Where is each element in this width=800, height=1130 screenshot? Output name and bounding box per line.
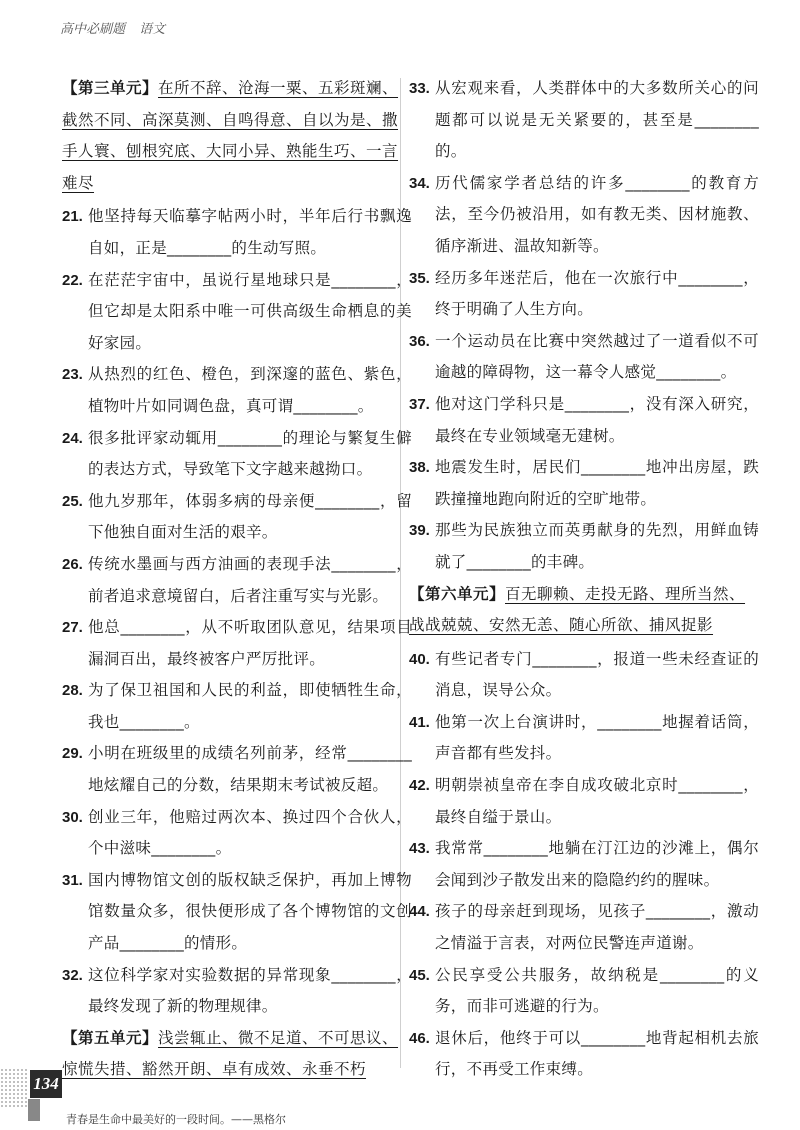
unit-label: 【第六单元】 bbox=[409, 584, 506, 603]
question-number: 30. bbox=[62, 808, 83, 826]
question-text: 我常常________地躺在汀江边的沙滩上，偶尔会闻到沙子散发出来的隐隐约约的腥味。 bbox=[435, 839, 759, 889]
left-column bbox=[62, 73, 412, 1088]
question-text: 一个运动员在比赛中突然越过了一道看似不可逾越的障碍物，这一幕令人感觉________。 bbox=[435, 331, 759, 382]
unit-label: 【第五单元】 bbox=[62, 1028, 159, 1047]
question-text: 很多批评家动辄用________的理论与繁复生僻的表达方式，导致笔下文字越来越拗口。 bbox=[88, 428, 412, 479]
question-item bbox=[409, 168, 759, 263]
question-item bbox=[62, 675, 412, 738]
question-number: 28. bbox=[62, 682, 83, 700]
unit-idioms: 百无聊赖、走投无路、理所当然、战战兢兢、安然无恙、随心所欲、捕风捉影 bbox=[409, 584, 746, 635]
question-number: 40. bbox=[409, 650, 430, 668]
question-item bbox=[409, 960, 759, 1023]
question-text: 他九岁那年，体弱多病的母亲便________，留下他独自面对生活的艰辛。 bbox=[88, 491, 412, 542]
question-number: 29. bbox=[62, 745, 83, 763]
question-text: 创业三年，他赔过两次本、换过四个合伙人，个中滋味________。 bbox=[88, 807, 412, 858]
question-item bbox=[62, 265, 412, 360]
question-item bbox=[62, 359, 412, 422]
question-text: 传统水墨画与西方油画的表现手法________，前者追求意境留白，后者注重写实与光影。 bbox=[88, 554, 412, 605]
page-header bbox=[60, 18, 165, 37]
question-item bbox=[62, 612, 412, 675]
question-item bbox=[409, 515, 759, 578]
question-number: 44. bbox=[409, 903, 430, 921]
question-item bbox=[62, 423, 412, 486]
question-item bbox=[409, 833, 759, 896]
question-number: 22. bbox=[62, 271, 83, 289]
right-column bbox=[409, 73, 759, 1086]
unit-vocabulary-block bbox=[62, 73, 412, 199]
footer-dot-pattern bbox=[0, 1068, 28, 1108]
page-number: 134 bbox=[30, 1070, 62, 1098]
question-item bbox=[62, 802, 412, 865]
question-number: 38. bbox=[409, 459, 430, 477]
footer-quote: 青春是生命中最美好的一段时间。——黑格尔 bbox=[66, 1113, 286, 1126]
question-text: 他坚持每天临摹字帖两小时，半年后行书飘逸自如，正是________的生动写照。 bbox=[88, 207, 412, 257]
question-number: 35. bbox=[409, 269, 430, 287]
question-item bbox=[409, 896, 759, 959]
question-item bbox=[62, 738, 412, 801]
question-item bbox=[409, 644, 759, 707]
question-number: 37. bbox=[409, 395, 430, 413]
question-item bbox=[409, 73, 759, 168]
question-number: 39. bbox=[409, 522, 430, 540]
question-number: 21. bbox=[62, 208, 83, 226]
question-number: 36. bbox=[409, 332, 430, 350]
question-text: 国内博物馆文创的版权缺乏保护，再加上博物馆数量众多，很快便形成了各个博物馆的文创产品________的情形。 bbox=[88, 870, 412, 953]
question-item bbox=[62, 486, 412, 549]
question-item bbox=[62, 549, 412, 612]
book-title: 高中必刷题 bbox=[60, 22, 126, 37]
question-item bbox=[409, 452, 759, 515]
question-number: 23. bbox=[62, 366, 83, 384]
question-item bbox=[409, 326, 759, 389]
unit-idioms: 在所不辞、沧海一粟、五彩斑斓、截然不同、高深莫测、自鸣得意、自以为是、撒手人寰、刨根究底、大同小异、熟能生巧、一言难尽 bbox=[62, 79, 399, 192]
question-number: 34. bbox=[409, 174, 430, 192]
question-number: 33. bbox=[409, 80, 430, 97]
question-text: 在茫茫宇宙中，虽说行星地球只是________，但它却是太阳系中唯一可供高级生命栖息的美好家园。 bbox=[88, 270, 412, 352]
question-number: 24. bbox=[62, 429, 83, 447]
question-text: 历代儒家学者总结的许多________的教育方法，至今仍被沿用，如有教无类、因材施教、循序渐进、温故知新等。 bbox=[435, 173, 759, 255]
question-text: 地震发生时，居民们________地冲出房屋，跌跌撞撞地跑向附近的空旷地带。 bbox=[435, 458, 759, 508]
question-text: 退休后，他终于可以________地背起相机去旅行，不再受工作束缚。 bbox=[435, 1028, 759, 1079]
question-text: 这位科学家对实验数据的异常现象________，最终发现了新的物理规律。 bbox=[88, 965, 412, 1016]
question-item bbox=[409, 707, 759, 770]
question-text: 他对这门学科只是________，没有深入研究，最终在专业领域毫无建树。 bbox=[435, 394, 759, 445]
question-text: 从热烈的红色、橙色，到深邃的蓝色、紫色，植物叶片如同调色盘，真可谓________。 bbox=[88, 365, 412, 415]
question-text: 小明在班级里的成绩名列前茅，经常________地炫耀自己的分数，结果期末考试被反超。 bbox=[88, 744, 412, 795]
question-number: 46. bbox=[409, 1029, 430, 1047]
question-item bbox=[409, 263, 759, 326]
question-number: 26. bbox=[62, 555, 83, 573]
question-item bbox=[409, 389, 759, 452]
question-item bbox=[62, 865, 412, 960]
question-text: 他第一次上台演讲时，________地握着话筒，声音都有些发抖。 bbox=[435, 712, 759, 763]
unit-vocabulary-block bbox=[409, 579, 759, 642]
question-item bbox=[62, 201, 412, 264]
question-text: 从宏观来看，人类群体中的大多数所关心的问题都可以说是无关紧要的，甚至是________的。 bbox=[435, 79, 759, 161]
question-item bbox=[62, 960, 412, 1023]
footer-bar bbox=[28, 1099, 40, 1121]
question-number: 25. bbox=[62, 492, 83, 510]
question-text: 为了保卫祖国和人民的利益，即使牺牲生命，我也________。 bbox=[88, 681, 412, 731]
question-text: 他总________，从不听取团队意见，结果项目漏洞百出，最终被客户严厉批评。 bbox=[88, 618, 412, 668]
question-text: 孩子的母亲赶到现场，见孩子________，激动之情溢于言表，对两位民警连声道谢。 bbox=[435, 902, 759, 953]
question-number: 45. bbox=[409, 966, 430, 984]
question-number: 42. bbox=[409, 777, 430, 795]
question-text: 经历多年迷茫后，他在一次旅行中________，终于明确了人生方向。 bbox=[435, 268, 759, 319]
question-item bbox=[409, 1023, 759, 1086]
question-text: 明朝崇祯皇帝在李自成攻破北京时________，最终自缢于景山。 bbox=[435, 776, 759, 826]
unit-idioms: 浅尝辄止、微不足道、不可思议、惊慌失措、豁然开朗、卓有成效、永垂不朽 bbox=[62, 1028, 399, 1079]
question-text: 公民享受公共服务，故纳税是________的义务，而非可逃避的行为。 bbox=[435, 965, 759, 1016]
question-number: 31. bbox=[62, 871, 83, 889]
question-text: 有些记者专门________，报道一些未经查证的消息，误导公众。 bbox=[435, 649, 759, 700]
question-text: 那些为民族独立而英勇献身的先烈，用鲜血铸就了________的丰碑。 bbox=[435, 521, 759, 571]
question-number: 41. bbox=[409, 713, 430, 731]
question-number: 43. bbox=[409, 840, 430, 858]
unit-vocabulary-block bbox=[62, 1023, 412, 1086]
question-number: 32. bbox=[62, 966, 83, 984]
question-item bbox=[409, 770, 759, 833]
question-number: 27. bbox=[62, 619, 83, 637]
unit-label: 【第三单元】 bbox=[62, 79, 159, 97]
subject-label: 语文 bbox=[139, 22, 166, 37]
